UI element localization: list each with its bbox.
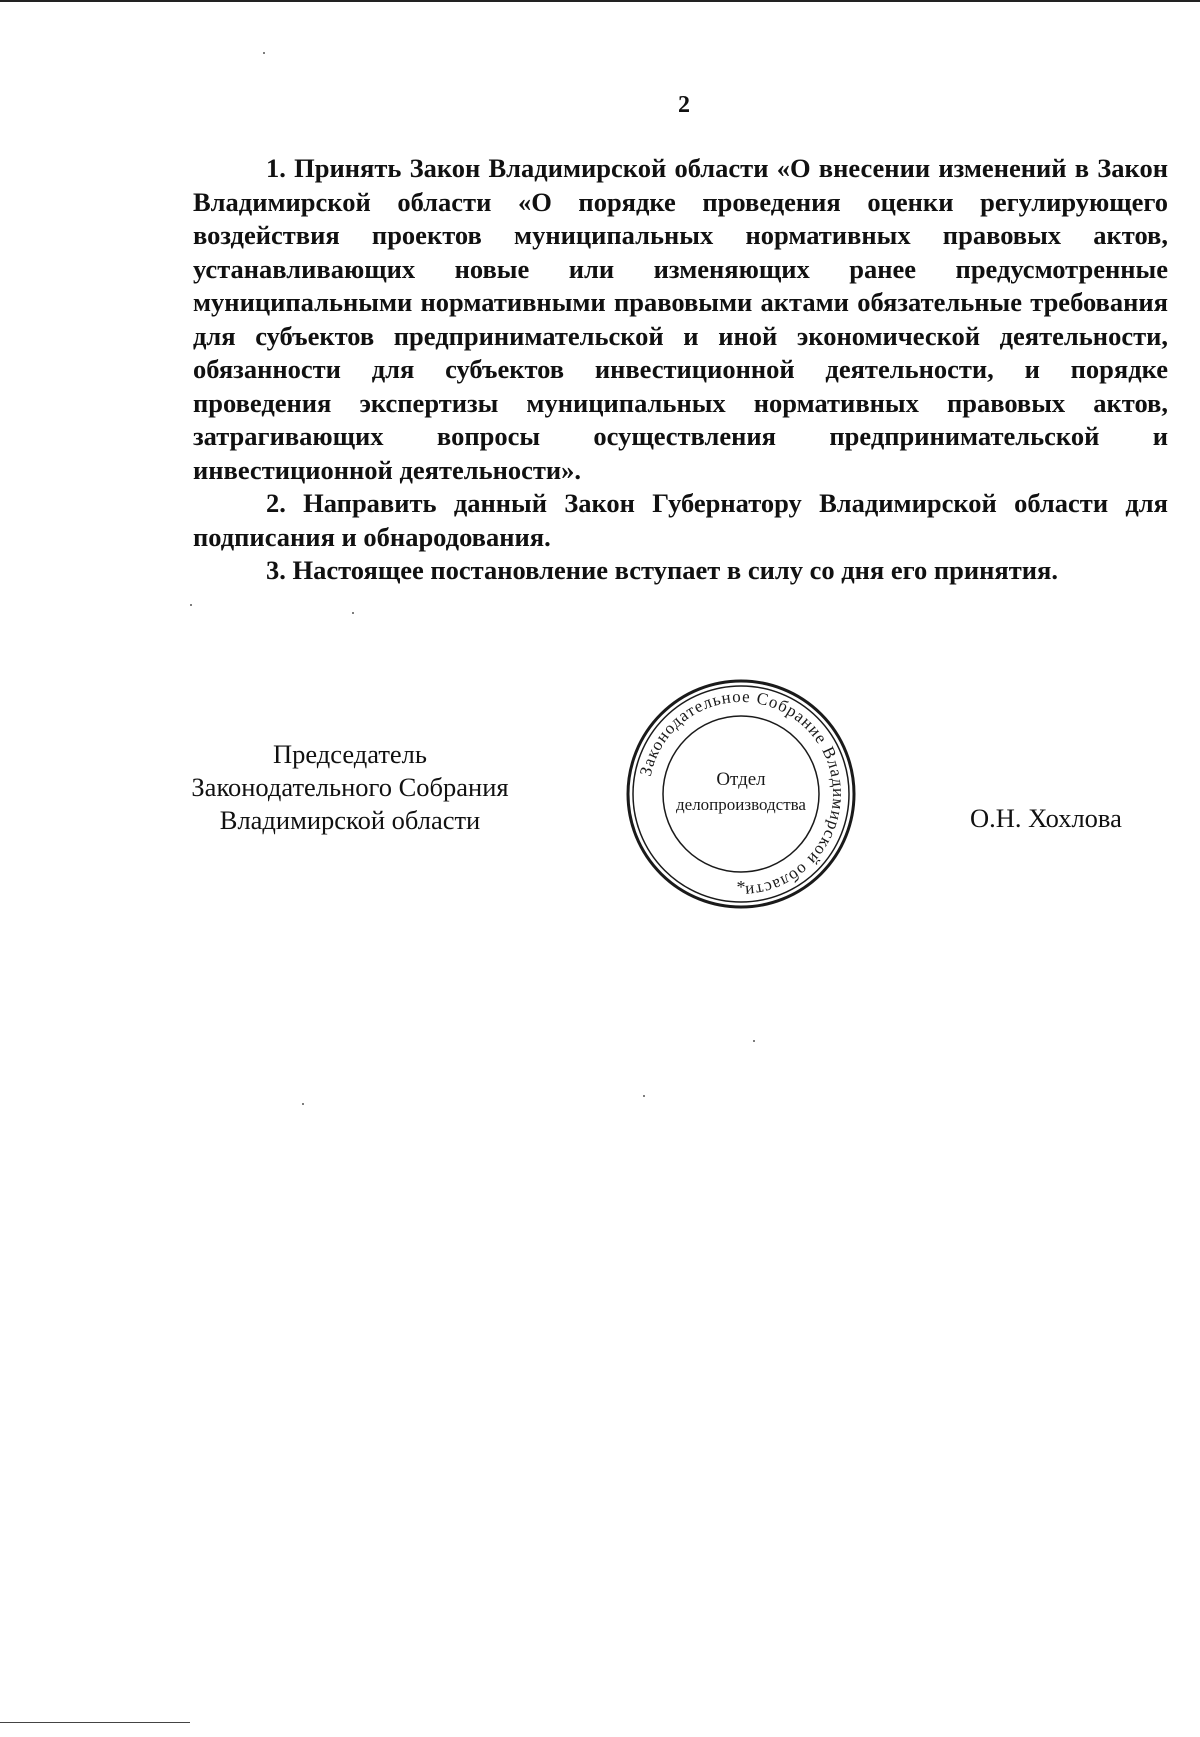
scan-speck	[302, 1103, 304, 1105]
signatory-title-line: Законодательного Собрания	[191, 772, 509, 802]
signatory-title	[160, 738, 540, 837]
scan-speck	[352, 612, 354, 614]
paragraph-2: 2. Направить данный Закон Губернатору Владимирской области для подписания и обнародования.	[193, 488, 1168, 552]
signatory-title-line: Владимирской области	[219, 805, 481, 835]
stamp-center-line: делопроизводства	[676, 795, 806, 814]
signatory-name: О.Н. Хохлова	[970, 803, 1122, 833]
scan-speck	[643, 1095, 645, 1097]
scan-speck	[263, 52, 265, 54]
stamp-star: *	[736, 877, 746, 897]
stamp-center-line: Отдел	[716, 769, 766, 790]
stamp-outer-ring	[628, 681, 854, 907]
scan-speck	[190, 604, 192, 606]
scan-bottom-edge	[0, 1722, 190, 1723]
stamp-inner-ring	[663, 716, 819, 872]
official-stamp	[625, 678, 857, 910]
signatory-title-line: Председатель	[273, 739, 427, 769]
resolution-body	[193, 152, 1168, 588]
scan-top-edge	[0, 0, 1200, 2]
page-number: 2	[678, 92, 690, 118]
paragraph-1: 1. Принять Закон Владимирской области «О внесении изменений в Закон Владимирской области «О порядке проведения оценки регулирующего воздействия проектов муниципальных нормативных правовых актов, устанавливающих новые или изменяющих ранее предусмотренные муниципальными нормативными правовыми актами обязательные требования для субъектов предпринимательской и иной экономической деятельности, обязанности для субъектов инвестиционной деятельности, и порядке проведения экспертизы муниципальных нормативных правовых актов, затрагивающих вопросы осуществления предпринимательской и инвестиционной деятельности».	[193, 153, 1168, 485]
stamp-outer-text: Законодательное Собрание Владимирской области	[635, 686, 849, 902]
paragraph-3: 3. Настоящее постановление вступает в силу со дня его принятия.	[266, 555, 1058, 585]
scan-speck	[753, 1040, 755, 1042]
